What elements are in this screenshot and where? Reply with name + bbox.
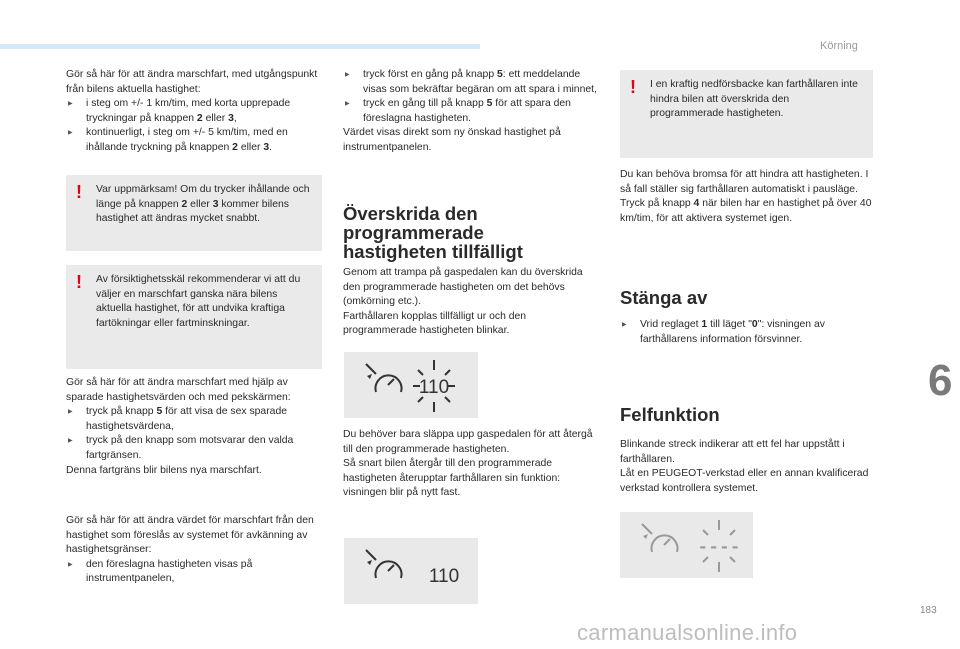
section-heading: Överskrida den programmerade hastigheten tillfälligt [343,203,523,262]
column-3-bottom [620,438,878,496]
column-1-top [66,68,328,156]
speedometer-icon [620,512,753,578]
list-item: ▶ kontinuerligt, i steg om +/- 5 km/tim, med en ihållande tryckning på knappen 2 eller 3. [66,126,328,155]
paragraph: Du kan behöva bromsa för att hindra att hastigheten. I så fall ställer sig farthållaren automatiskt i pausläge. [620,169,869,195]
section-heading: Stänga av [620,287,708,308]
speed-value: 110 [418,377,450,398]
column-1-middle [66,376,328,478]
instrument-display-steady [344,538,478,604]
paragraph: Så snart bilen återgår till den programmerade hastigheten återupptar farthållaren sin funktion: visningen blir på nytt fast. [343,458,561,499]
paragraph: Farthållaren kopplas tillfälligt ur och den programmerade hastigheten blinkar. [343,310,527,337]
section-title: Körning [820,40,858,52]
paragraph: Tryck på knapp 4 när bilen har en hastighet på över 40 km/tim, för att aktivera systemet igen. [620,198,872,224]
paragraph: Låt en PEUGEOT-verkstad eller en annan kvalificerad verkstad kontrollera systemet. [620,468,869,494]
warning-note: ! I en kraftig nedförsbacke kan farthållaren inte hindra bilen att överskrida den programmerade hastigheten. [620,70,873,158]
section-heading: Felfunktion [620,404,720,425]
list-item: ▶ tryck på den knapp som motsvarar den valda fartgränsen. [66,434,328,463]
watermark: carmanualsonline.info [577,620,798,645]
paragraph: Blinkande streck indikerar att ett fel har uppstått i farthållaren. [620,439,845,465]
warning-note: ! Var uppmärksam! Om du trycker ihållande och länge på knappen 2 eller 3 kommer bilens hastighet att ändras mycket snabbt. [66,175,322,251]
list-item: ▶ den föreslagna hastigheten visas på instrumentpanelen, [66,558,328,587]
column-3-top [620,168,878,226]
paragraph: Gör så här för att ändra marschfart, med utgångspunkt från bilens aktuella hastighet: [66,69,318,95]
fault-dashes: ---- [697,538,741,558]
exclamation-icon: ! [76,272,82,292]
paragraph: Gör så här för att ändra värdet för marschfart från den hastighet som föreslås av systemet för avkänning av hastighetsgränser: [66,515,314,556]
column-3-middle [620,318,878,347]
list-item: ▶ i steg om +/- 1 km/tim, med korta upprepade tryckningar på knappen 2 eller 3, [66,97,328,126]
column-1-bottom [66,514,328,587]
column-2-lower [343,428,601,501]
instrument-display-fault [620,512,753,578]
exclamation-icon: ! [76,182,82,202]
exclamation-icon: ! [630,77,636,97]
speedometer-icon [344,538,478,604]
speed-value: 110 [428,566,460,587]
paragraph: Denna fartgräns blir bilens nya marschfart. [66,464,262,476]
instrument-display-blinking [344,352,478,418]
paragraph: Gör så här för att ändra marschfart med hjälp av sparade hastighetsvärden och med pekskärmen: [66,377,291,403]
list-item: ▶ tryck en gång till på knapp 5 för att spara den föreslagna hastigheten. [343,97,601,126]
list-item: ▶ tryck först en gång på knapp 5: ett meddelande visas som bekräftar begäran om att spara i minnet, [343,68,601,97]
list-item: ▶ Vrid reglaget 1 till läget "0": visningen av farthållarens information försvinner. [620,318,878,347]
header-accent-bar [0,44,480,49]
list-item: ▶ tryck på knapp 5 för att visa de sex sparade hastighetsvärdena, [66,405,328,434]
paragraph: Genom att trampa på gaspedalen kan du överskrida den programmerade hastigheten om det behövs (omkörning etc.). [343,267,583,308]
speedometer-icon [344,352,478,418]
warning-note: ! Av försiktighetsskäl rekommenderar vi att du väljer en marschfart ganska nära bilens aktuella hastighet, för att undvika kraftiga fartökningar eller fartminskningar. [66,265,322,369]
column-2-middle [343,266,601,339]
paragraph: Värdet visas direkt som ny önskad hastighet på instrumentpanelen. [343,127,561,153]
column-2-top [343,68,601,156]
page-number: 183 [920,605,937,616]
chapter-number: 6 [928,356,953,405]
paragraph: Du behöver bara släppa upp gaspedalen för att återgå till den programmerade hastigheten. [343,429,593,455]
